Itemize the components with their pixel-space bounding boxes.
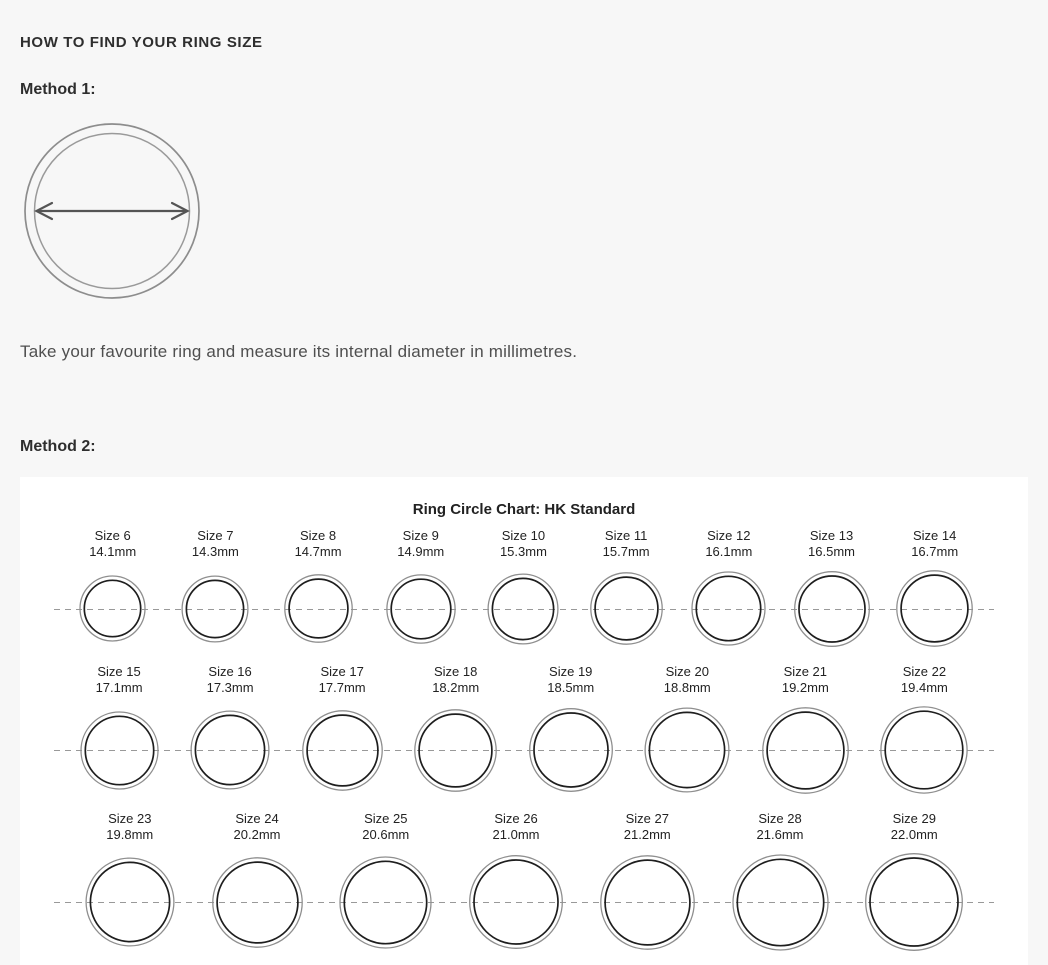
ring-circle-icon: [300, 708, 385, 793]
ring-diameter-label: 19.4mm: [900, 680, 948, 695]
ring-circle-holder: [894, 566, 975, 651]
ring-circle-holder: [179, 566, 251, 651]
ring-row-columns: [50, 664, 998, 798]
ring-circle-icon: [689, 569, 768, 648]
ring-size-item: [689, 528, 769, 651]
ring-size-label: Size 29: [892, 811, 936, 826]
ring-diameter-label: 18.5mm: [547, 680, 595, 695]
ring-diameter-label: 21.2mm: [623, 827, 671, 842]
ring-size-item: [73, 528, 153, 651]
ring-size-item: [527, 664, 615, 798]
ring-size-item: [210, 811, 305, 955]
ring-diameter-label: 16.1mm: [705, 544, 753, 559]
ring-circle-holder: [77, 566, 148, 651]
ring-circle-icon: [642, 705, 732, 795]
ring-size-label: Size 26: [494, 811, 538, 826]
ring-circle-icon: [77, 573, 148, 644]
ring-circle-icon: [78, 709, 161, 792]
ring-circle-holder: [485, 566, 561, 651]
ring-diameter-label: 14.9mm: [397, 544, 445, 559]
page-title: HOW TO FIND YOUR RING SIZE: [20, 34, 263, 51]
ring-chart-rows: [50, 528, 998, 955]
ring-diameter-label: 14.3mm: [191, 544, 239, 559]
ring-circle-holder: [337, 849, 434, 955]
ring-size-label: Size 11: [604, 528, 648, 543]
ring-diameter-label: 14.1mm: [89, 544, 137, 559]
ring-circle-icon: [384, 572, 458, 646]
ring-size-label: Size 10: [501, 528, 546, 543]
ring-circle-holder: [83, 849, 177, 955]
ring-size-item: [878, 664, 970, 798]
ring-circle-holder: [467, 849, 565, 955]
ring-row-1: [50, 528, 998, 651]
ring-size-item: [78, 664, 161, 798]
ring-size-label: Size 7: [197, 528, 234, 543]
ring-size-item: [642, 664, 732, 798]
ring-size-item: [483, 528, 563, 651]
ring-circle-icon: [760, 705, 851, 796]
ring-circle-holder: [527, 702, 615, 798]
diameter-arrow-icon: [37, 203, 188, 219]
ring-circle-icon: [588, 570, 665, 647]
ring-size-item: [792, 528, 872, 651]
ring-circle-holder: [878, 702, 970, 798]
ring-size-label: Size 24: [235, 811, 279, 826]
ring-diameter-label: 15.3mm: [499, 544, 547, 559]
ring-size-label: Size 6: [94, 528, 131, 543]
ring-circle-holder: [863, 849, 965, 955]
ring-diameter-label: 17.1mm: [95, 680, 143, 695]
ring-chart-title: Ring Circle Chart: HK Standard: [412, 501, 636, 518]
method1-description: Take your favourite ring and measure its internal diameter in millimetres.: [20, 342, 578, 361]
ring-circle-icon: [863, 851, 965, 953]
ring-diameter-label: 21.6mm: [756, 827, 804, 842]
ring-size-item: [300, 664, 385, 798]
ring-size-item: [175, 528, 255, 651]
ring-circle-icon: [83, 855, 177, 949]
ring-diameter-label: 14.7mm: [294, 544, 342, 559]
ring-circle-holder: [792, 566, 872, 651]
ring-circle-chart-panel: [20, 477, 1028, 965]
ring-circle-holder: [588, 566, 665, 651]
ring-size-label: Size 13: [809, 528, 854, 543]
ring-circle-icon: [894, 568, 975, 649]
ring-size-label: Size 28: [758, 811, 802, 826]
ring-diameter-label: 16.7mm: [911, 544, 959, 559]
ring-size-label: Size 25: [364, 811, 408, 826]
ring-size-label: Size 18: [434, 664, 478, 679]
ring-diameter-label: 18.8mm: [663, 680, 711, 695]
ring-size-label: Size 17: [320, 664, 364, 679]
ring-circle-holder: [78, 702, 161, 798]
ring-circle-icon: [485, 571, 561, 647]
ring-size-item: [381, 528, 461, 651]
ring-circle-holder: [188, 702, 272, 798]
ring-size-label: Size 22: [902, 664, 947, 679]
ring-size-label: Size 9: [402, 528, 439, 543]
ring-circle-icon: [188, 708, 272, 792]
ring-circle-icon: [467, 853, 565, 951]
ring-diameter-label: 15.7mm: [602, 544, 650, 559]
ring-circle-holder: [598, 849, 697, 955]
ring-size-label: Size 12: [707, 528, 751, 543]
ring-diameter-label: 18.2mm: [432, 680, 480, 695]
ring-size-item: [337, 811, 434, 955]
method1-heading: Method 1:: [20, 81, 96, 98]
ring-circle-icon: [337, 854, 434, 951]
ring-size-label: Size 20: [665, 664, 709, 679]
ring-circle-icon: [730, 852, 831, 953]
ring-circle-icon: [598, 853, 697, 952]
ring-size-label: Size 27: [625, 811, 669, 826]
ring-diameter-label: 17.7mm: [318, 680, 366, 695]
ring-diameter-label: 17.3mm: [206, 680, 254, 695]
ring-circle-holder: [760, 702, 851, 798]
ring-size-item: [760, 664, 851, 798]
ring-size-label: Size 16: [208, 664, 252, 679]
ring-row-2: [50, 664, 998, 798]
ring-circle-holder: [210, 849, 305, 955]
ring-size-label: Size 21: [783, 664, 828, 679]
ring-size-item: [730, 811, 831, 955]
ring-circle-holder: [689, 566, 768, 651]
ring-size-label: Size 23: [108, 811, 152, 826]
ring-size-label: Size 19: [549, 664, 593, 679]
ring-diameter-diagram-icon: [21, 119, 203, 301]
ring-size-item: [188, 664, 272, 798]
ring-circle-icon: [527, 706, 615, 794]
ring-row-columns: [50, 528, 998, 651]
ring-row-columns: [50, 811, 998, 955]
ring-circle-holder: [384, 566, 458, 651]
ring-diameter-label: 19.2mm: [781, 680, 829, 695]
ring-circle-icon: [412, 707, 499, 794]
ring-diameter-label: 21.0mm: [492, 827, 540, 842]
ring-diameter-label: 19.8mm: [106, 827, 154, 842]
ring-circle-icon: [282, 572, 355, 645]
ring-circle-holder: [730, 849, 831, 955]
ring-size-item: [586, 528, 666, 651]
method2-heading: Method 2:: [20, 438, 96, 455]
ring-diameter-label: 16.5mm: [808, 544, 855, 559]
ring-circle-holder: [642, 702, 732, 798]
ring-row-3: [50, 811, 998, 955]
ring-circle-icon: [179, 573, 251, 645]
ring-size-label: Size 8: [299, 528, 337, 543]
ring-size-item: [278, 528, 358, 651]
ring-size-item: [412, 664, 499, 798]
ring-size-item: [863, 811, 965, 955]
ring-circle-icon: [878, 704, 970, 796]
ring-diameter-label: 20.6mm: [362, 827, 410, 842]
ring-size-item: [467, 811, 565, 955]
ring-diameter-label: 20.2mm: [233, 827, 281, 842]
ring-size-item: [83, 811, 177, 955]
ring-diameter-label: 22.0mm: [890, 827, 938, 842]
ring-circle-holder: [300, 702, 385, 798]
ring-circle-holder: [412, 702, 499, 798]
ring-size-item: [894, 528, 975, 651]
ring-size-item: [598, 811, 697, 955]
ring-circle-icon: [210, 855, 305, 950]
ring-circle-holder: [282, 566, 355, 651]
ring-size-label: Size 14: [913, 528, 957, 543]
ring-size-label: Size 15: [97, 664, 141, 679]
ring-circle-icon: [792, 569, 872, 649]
